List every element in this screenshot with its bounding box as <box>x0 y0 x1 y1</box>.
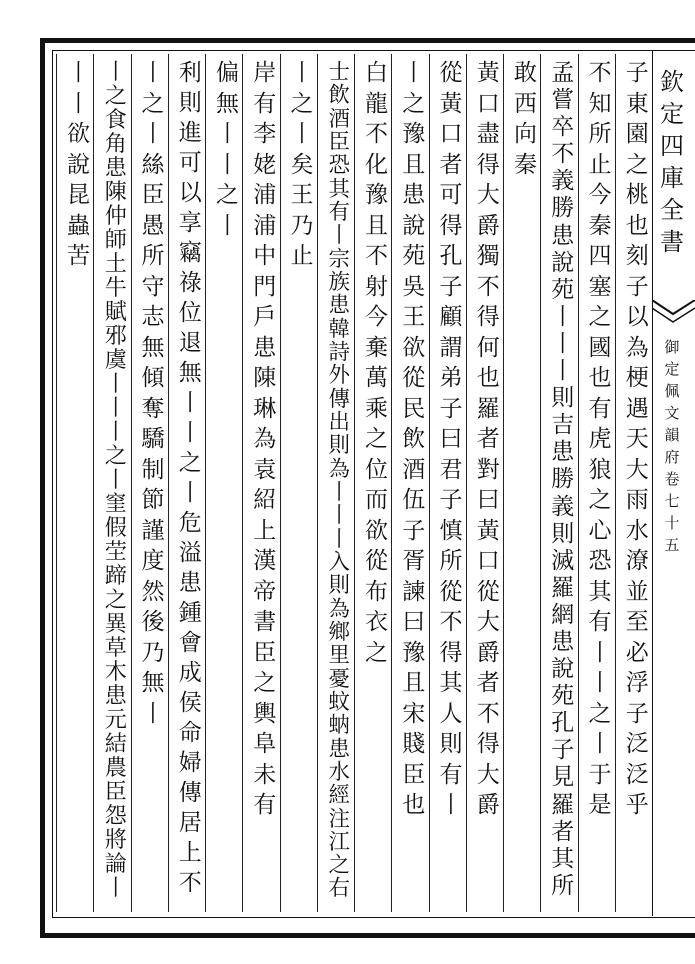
column-text: 從 黃 口 者 可 得 孔 子 顧 謂 弟 子 曰 君 子 慎 所 從 不 得 其 人 則 有 丨 <box>439 60 463 818</box>
text-column <box>578 54 615 912</box>
column-text: 孟 嘗 卒 不 義 勝 患 說 苑 丨 丨 丨 則 吉 患 勝 義 則 滅 羅 網 患 說 苑 孔 子 見 羅 者 其 所 <box>551 60 575 899</box>
column-text: 丨 之 豫 且 患 說 苑 吳 王 欲 從 民 飲 酒 伍 子 胥 諫 曰 豫 且 宋 賤 臣 也 <box>402 60 426 818</box>
text-column <box>317 54 354 912</box>
text-column <box>391 54 428 912</box>
text-column <box>540 54 577 912</box>
column-text: 丨 之 丨 絲 臣 愚 所 守 志 無 傾 奪 驕 制 節 謹 度 然 後 乃 無 丨 <box>141 60 165 727</box>
column-text: 丨 之 食 角 患 陳 仲 師 土 牛 賦 邪 虞 丨 丨 丨 之 丨 窐 假 茔 蹄 之 異 草 木 患 元 結 農 臣 怨 將 論 丨 <box>104 60 127 901</box>
column-text: 丨 丨 欲 說 昆 蟲 苦 <box>67 60 90 269</box>
column-text: 白 龍 不 化 豫 且 不 射 今 棄 萬 乘 之 位 而 欲 從 布 衣 之 <box>365 60 388 666</box>
column-text: 丨 之 丨 矣 王 乃 止 <box>290 60 314 269</box>
text-column <box>354 54 391 912</box>
fishtail-mark-icon <box>652 300 695 340</box>
column-text: 士 飲 酒 臣 恐 其 有 丨 宗 族 患 韓 詩 外 傳 出 則 為 丨 丨 丨 入 則 為 鄉 里 憂 蚊 蚋 患 水 經 注 江 之 右 <box>328 60 350 902</box>
volume-label: 御 定 佩 文 韻 府 卷 七 十 五 <box>664 338 680 554</box>
column-text: 不 知 所 止 今 秦 四 塞 之 國 也 有 虎 狼 之 心 恐 其 有 丨 丨 之 丨 于 是 <box>588 60 612 818</box>
text-columns <box>56 54 652 912</box>
column-text: 黃 口 盡 得 大 爵 獨 不 得 何 也 羅 者 對 曰 黃 口 從 大 爵 者 不 得 大 爵 <box>476 60 500 818</box>
text-column <box>168 54 205 912</box>
text-column <box>93 54 130 912</box>
text-column <box>429 54 466 912</box>
column-text: 敢 西 向 秦 <box>514 60 537 178</box>
text-column <box>503 54 540 912</box>
column-text: 子 東 園 之 桃 也 刻 子 以 為 梗 遇 天 大 雨 水 潦 並 至 必 浮 子 泛 泛 乎 <box>625 60 649 818</box>
text-column <box>280 54 317 912</box>
column-text: 岸 有 李 姥 浦 浦 中 門 戶 患 陳 琳 為 袁 紹 上 漢 帝 書 臣 之 輿 阜 未 有 <box>253 60 277 818</box>
text-column <box>466 54 503 912</box>
text-column <box>56 54 93 912</box>
collection-title: 欽 定 四 庫 全 書 <box>660 68 684 256</box>
column-text: 偏 無 丨 丨 之 丨 <box>216 60 239 239</box>
text-column <box>131 54 168 912</box>
text-column <box>615 54 652 912</box>
text-column <box>242 54 279 912</box>
text-column <box>205 54 242 912</box>
column-text: 利 則 進 可 以 享 竊 祿 位 退 無 丨 丨 之 丨 危 溢 患 鍾 會 成 侯 命 婦 傳 居 上 不 <box>178 60 202 896</box>
